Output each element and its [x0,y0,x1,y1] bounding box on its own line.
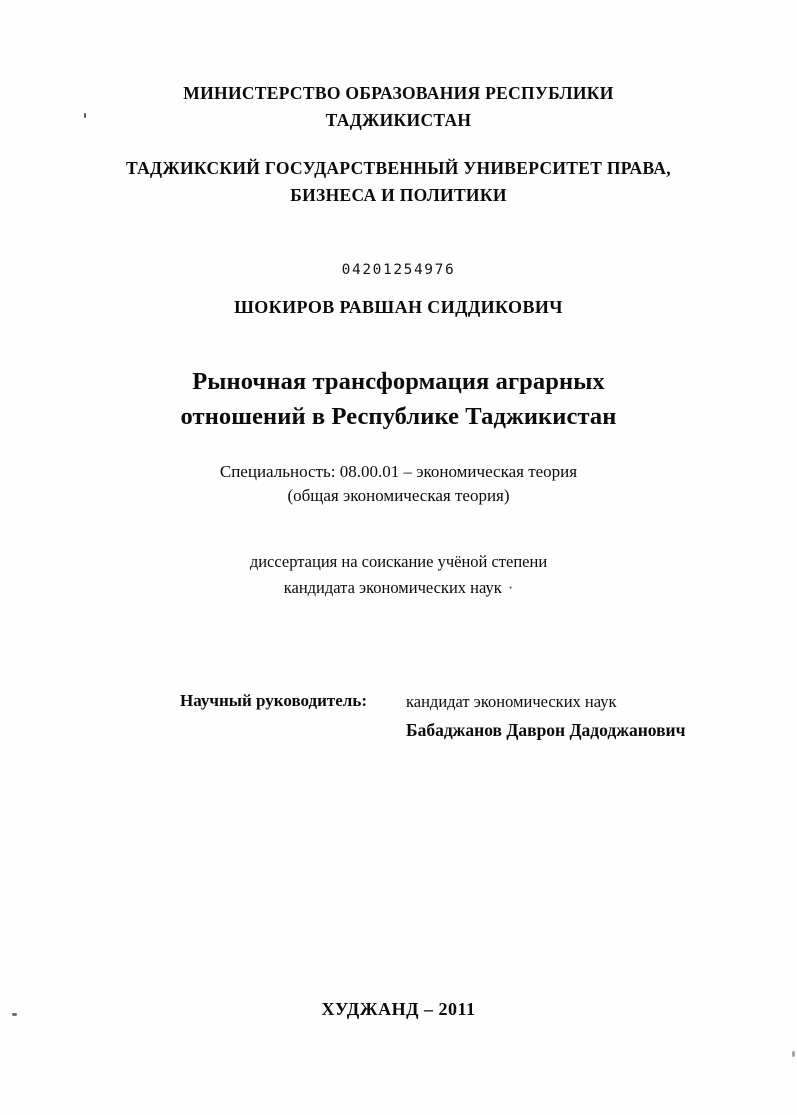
degree-statement-text: кандидата экономических наук [283,578,502,597]
ministry-heading-line-1: МИНИСТЕРСТВО ОБРАЗОВАНИЯ РЕСПУБЛИКИ [183,83,614,103]
supervisor-label: Научный руководитель: [180,691,367,710]
degree-statement-line-1: диссертация на соискание учёной степени [249,552,548,571]
catalog-number: 04201254976 [341,262,456,278]
scan-mark: · [507,578,514,597]
ministry-heading-line-2: ТАДЖИКИСТАН [325,110,472,130]
university-heading [0,155,797,209]
scan-speckle-icon [792,1051,795,1057]
degree-statement [0,549,797,601]
scan-speckle-icon [12,1013,17,1016]
place-and-year: ХУДЖАНД – 2011 [321,999,476,1019]
university-heading-line-1: ТАДЖИКСКИЙ ГОСУДАРСТВЕННЫЙ УНИВЕРСИТЕТ ПРАВА, [126,158,671,178]
supervisor-degree: кандидат экономических наук [406,692,617,711]
ministry-heading [0,80,797,134]
specialty-block [0,460,797,508]
specialty-line-2: (общая экономическая теория) [287,486,510,505]
dissertation-title [0,364,797,434]
dissertation-title-line-1: Рыночная трансформация аграрных [192,368,605,395]
specialty-line-1: Специальность: 08.00.01 – экономическая теория [219,462,578,481]
degree-statement-line-2 [0,575,797,601]
scan-speckle-icon [84,113,86,118]
author-name: ШОКИРОВ РАВШАН СИДДИКОВИЧ [234,297,563,317]
dissertation-title-line-2: отношений в Республике Таджикистан [180,403,617,430]
university-heading-line-2: БИЗНЕСА И ПОЛИТИКИ [290,185,507,205]
supervisor-name: Бабаджанов Даврон Дадоджанович [406,720,686,740]
